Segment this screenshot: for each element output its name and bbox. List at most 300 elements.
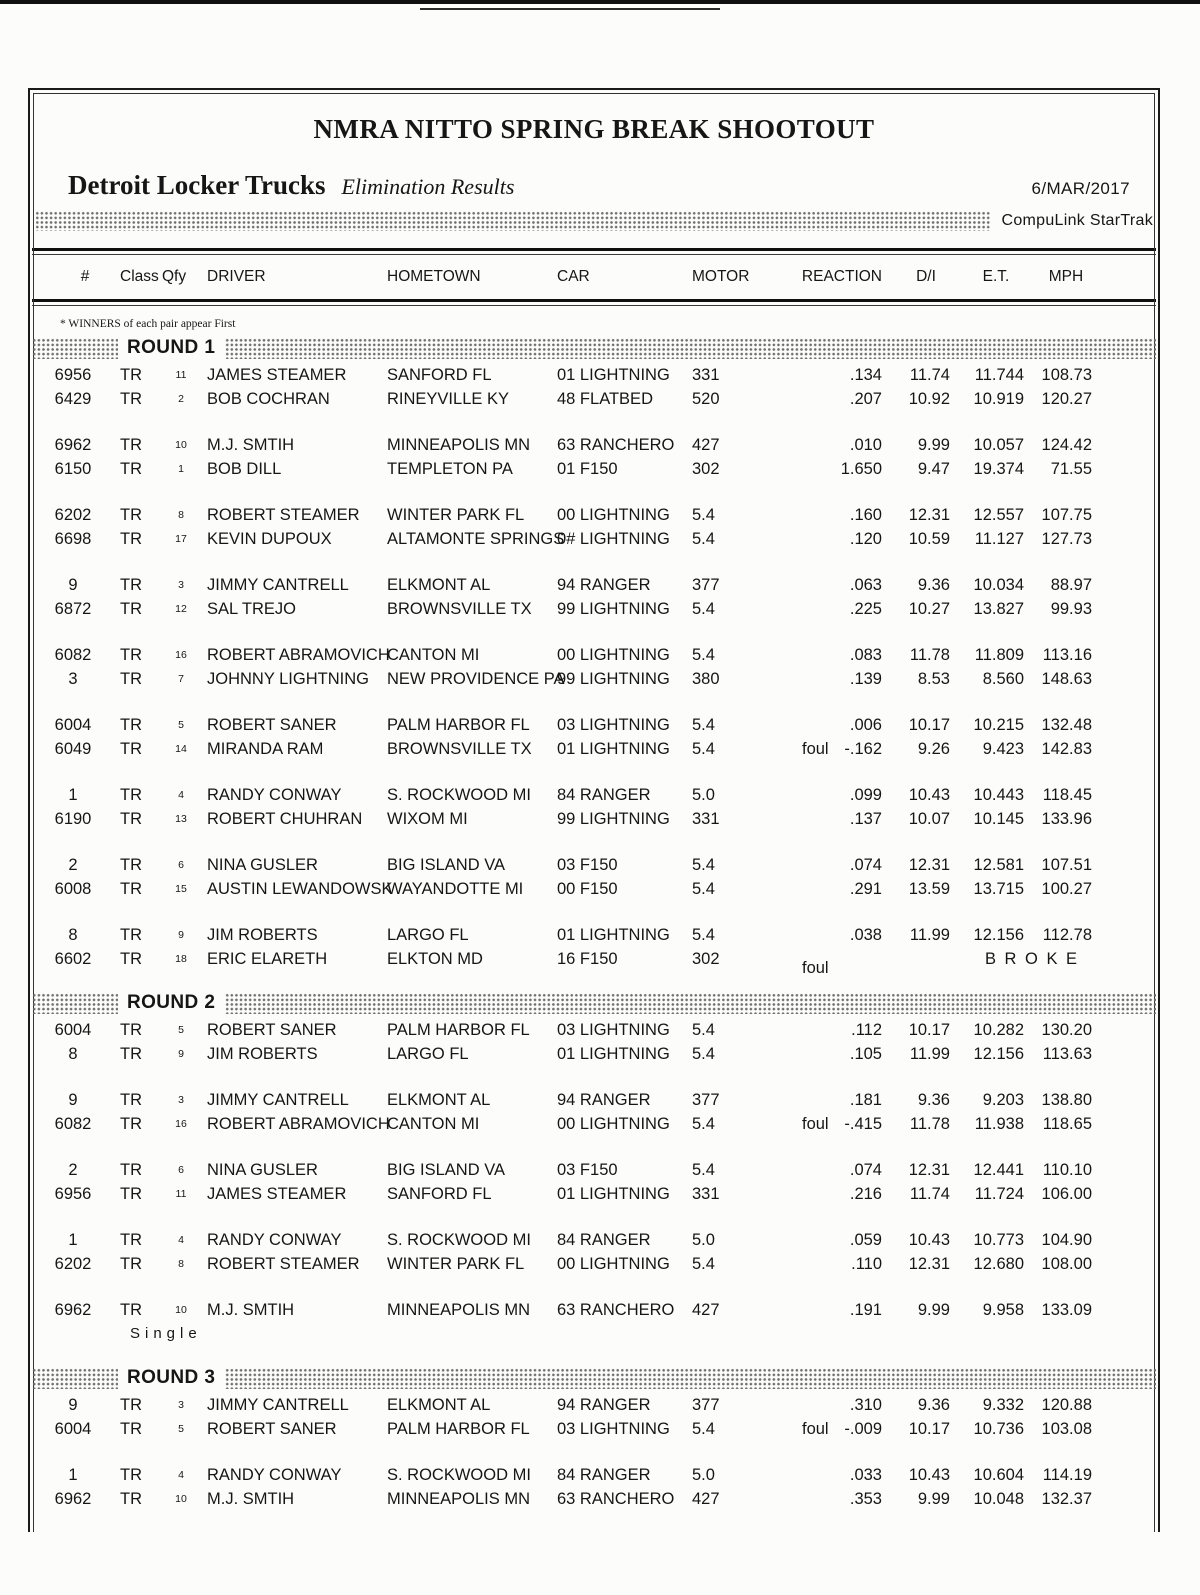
elapsed-time: 13.827 [973, 599, 1024, 618]
result-row [34, 1088, 1158, 1112]
pair-group [30, 503, 1158, 551]
car: 99 LIGHTNING [557, 599, 670, 618]
elapsed-time: 13.715 [973, 879, 1024, 898]
elapsed-time: 10.604 [973, 1465, 1024, 1484]
car: 01 LIGHTNING [557, 1184, 670, 1203]
dial-in: 12.31 [908, 1160, 950, 1179]
hometown: WINTER PARK FL [387, 505, 525, 524]
class-code: TR [120, 1395, 142, 1414]
motor: 380 [692, 669, 720, 688]
entry-number: 6004 [54, 1419, 92, 1438]
hometown: S. ROCKWOOD MI [387, 1230, 531, 1249]
column-header-driver: DRIVER [207, 268, 266, 285]
motor: 377 [692, 575, 720, 594]
pair-group [30, 1158, 1158, 1206]
car: 94 RANGER [557, 1090, 651, 1109]
dial-in: 11.99 [909, 1044, 950, 1063]
elapsed-time: 10.034 [973, 575, 1024, 594]
driver-name: ROBERT SANER [207, 715, 337, 734]
winners-note: * WINNERS of each pair appear First [60, 318, 236, 330]
speed-mph: 88.97 [1050, 575, 1092, 594]
driver-name: BOB DILL [207, 459, 282, 478]
result-row [34, 1182, 1158, 1206]
pair-group [30, 433, 1158, 481]
motor: 5.4 [692, 1160, 715, 1179]
speed-mph: 120.27 [1041, 389, 1092, 408]
hometown: BROWNSVILLE TX [387, 599, 532, 618]
round-band [32, 338, 1156, 359]
motor: 5.4 [692, 529, 715, 548]
round-label: ROUND 2 [118, 992, 224, 1014]
result-row [34, 527, 1158, 551]
driver-name: M.J. SMTIH [207, 435, 295, 454]
motor: 427 [692, 435, 720, 454]
entry-number: 6698 [54, 529, 92, 548]
dial-in: 10.43 [908, 1465, 950, 1484]
hometown: SANFORD FL [387, 1184, 492, 1203]
motor: 5.4 [692, 855, 715, 874]
hometown: S. ROCKWOOD MI [387, 785, 531, 804]
hometown: WAYANDOTTE MI [387, 879, 524, 898]
motor: 5.4 [692, 645, 715, 664]
report-subtitle: Elimination Results [341, 174, 515, 199]
qualify-position: 4 [178, 1469, 184, 1481]
qualify-position: 9 [178, 929, 184, 941]
car: 00 LIGHTNING [557, 505, 670, 524]
reaction-time: .006 [849, 715, 882, 734]
elapsed-time: 19.374 [973, 459, 1024, 478]
class-code: TR [120, 809, 142, 828]
dial-in: 10.17 [908, 1020, 950, 1039]
speed-mph: 100.27 [1041, 879, 1092, 898]
result-row [34, 1252, 1158, 1276]
driver-name: JAMES STEAMER [207, 1184, 347, 1203]
elapsed-time: 8.560 [982, 669, 1024, 688]
hometown: ELKMONT AL [387, 1090, 491, 1109]
elapsed-time: 11.127 [974, 529, 1024, 548]
entry-number: 6049 [54, 739, 92, 758]
result-row [34, 783, 1158, 807]
entry-number: 1 [68, 1465, 78, 1484]
car: 00 F150 [557, 879, 618, 898]
class-name: Detroit Locker Trucks [68, 170, 326, 200]
class-code: TR [120, 1020, 142, 1039]
speed-mph: 112.78 [1042, 925, 1092, 944]
class-code: TR [120, 1160, 142, 1179]
entry-number: 6008 [54, 879, 92, 898]
car: 84 RANGER [557, 1465, 651, 1484]
class-code: TR [120, 785, 142, 804]
driver-name: ROBERT CHUHRAN [207, 809, 363, 828]
page-frame [28, 88, 1160, 1532]
dial-in: 9.26 [917, 739, 950, 758]
qualify-position: 10 [175, 1304, 187, 1316]
qualify-position: 10 [175, 439, 187, 451]
class-code: TR [120, 1489, 142, 1508]
foul-flag: foul [802, 959, 829, 977]
hometown: PALM HARBOR FL [387, 715, 530, 734]
reaction-time: .010 [849, 435, 882, 454]
motor: 5.4 [692, 599, 715, 618]
round-label: ROUND 3 [118, 1367, 224, 1389]
qualify-position: 5 [178, 1024, 184, 1036]
hometown: ELKMONT AL [387, 1395, 491, 1414]
motor: 5.4 [692, 715, 715, 734]
result-row [34, 573, 1158, 597]
elapsed-time: 12.581 [973, 855, 1024, 874]
car: 84 RANGER [557, 785, 651, 804]
result-row [34, 597, 1158, 621]
entry-number: 6956 [54, 1184, 92, 1203]
qualify-position: 6 [178, 859, 184, 871]
dial-in: 12.31 [908, 855, 950, 874]
brand-row [35, 211, 1153, 231]
elapsed-time: 12.156 [973, 1044, 1024, 1063]
column-header-qfy: Qfy [162, 268, 187, 285]
column-header-row [34, 255, 1158, 299]
hometown: CANTON MI [387, 1114, 480, 1133]
hometown: WINTER PARK FL [387, 1254, 525, 1273]
result-row [34, 1112, 1158, 1136]
speed-mph: 110.10 [1042, 1160, 1092, 1179]
pair-group [30, 573, 1158, 621]
pair-group [30, 853, 1158, 901]
result-row [34, 877, 1158, 901]
speed-mph: 132.48 [1041, 715, 1092, 734]
entry-number: 6004 [54, 715, 92, 734]
hometown: PALM HARBOR FL [387, 1020, 530, 1039]
reaction-time: .120 [849, 529, 882, 548]
class-code: TR [120, 925, 142, 944]
driver-name: MIRANDA RAM [207, 739, 324, 758]
elapsed-time: 10.919 [973, 389, 1024, 408]
result-row [34, 1158, 1158, 1182]
column-header-di: D/I [916, 268, 936, 285]
class-code: TR [120, 389, 142, 408]
result-row [34, 737, 1158, 761]
hometown: BIG ISLAND VA [387, 855, 505, 874]
class-code: TR [120, 949, 142, 968]
entry-number: 8 [68, 1044, 78, 1063]
class-code: TR [120, 1114, 142, 1133]
hometown: ELKTON MD [387, 949, 483, 968]
qualify-position: 9 [178, 1048, 184, 1060]
reaction-time: .074 [849, 1160, 882, 1179]
hometown: TEMPLETON PA [387, 459, 513, 478]
entry-number: 6956 [54, 365, 92, 384]
elapsed-time: 10.282 [973, 1020, 1024, 1039]
qualify-position: 15 [175, 883, 187, 895]
motor: 5.4 [692, 925, 715, 944]
class-code: TR [120, 879, 142, 898]
motor: 302 [692, 459, 720, 478]
car: 94 RANGER [557, 575, 651, 594]
result-row [34, 1298, 1158, 1322]
reaction-time: .134 [849, 365, 882, 384]
dial-in: 10.17 [908, 715, 950, 734]
qualify-position: 3 [178, 1094, 184, 1106]
car: 63 RANCHERO [557, 1300, 675, 1319]
reaction-time: .105 [849, 1044, 882, 1063]
reaction-time: foul -.009 [802, 1419, 882, 1438]
speed-mph: 107.51 [1041, 855, 1092, 874]
motor: 5.0 [692, 785, 715, 804]
hometown: LARGO FL [387, 1044, 469, 1063]
driver-name: JIMMY CANTRELL [207, 1395, 349, 1414]
column-header-mph: MPH [1048, 268, 1084, 285]
car: 16 F150 [557, 949, 618, 968]
class-code: TR [120, 575, 142, 594]
qualify-position: 18 [175, 953, 187, 965]
reaction-time: .074 [849, 855, 882, 874]
class-code: TR [120, 1465, 142, 1484]
single-run-note: Single [130, 1325, 202, 1342]
entry-number: 6202 [54, 505, 92, 524]
pair-group [30, 713, 1158, 761]
motor: 331 [692, 1184, 720, 1203]
entry-number: 6872 [54, 599, 92, 618]
elapsed-time: 10.215 [973, 715, 1024, 734]
entry-number: 9 [68, 1395, 78, 1414]
car: 99 LIGHTNING [557, 809, 670, 828]
hometown: ELKMONT AL [387, 575, 491, 594]
driver-name: JIMMY CANTRELL [207, 575, 349, 594]
car: 03 F150 [557, 855, 618, 874]
result-row [34, 433, 1158, 457]
entry-number: 6190 [54, 809, 92, 828]
car: 01 LIGHTNING [557, 925, 670, 944]
dial-in: 9.99 [917, 435, 950, 454]
driver-name: JIM ROBERTS [207, 1044, 318, 1063]
car: 01 LIGHTNING [557, 365, 670, 384]
qualify-position: 2 [178, 393, 184, 405]
motor: 377 [692, 1090, 720, 1109]
result-row [34, 1393, 1158, 1417]
motor: 5.4 [692, 739, 715, 758]
driver-name: ROBERT ABRAMOVICH [207, 1114, 390, 1133]
motor: 5.4 [692, 879, 715, 898]
dial-in: 10.43 [908, 785, 950, 804]
entry-number: 6962 [54, 1489, 92, 1508]
result-row [34, 713, 1158, 737]
event-date: 6/MAR/2017 [1031, 179, 1130, 198]
speed-mph: 133.09 [1041, 1300, 1092, 1319]
qualify-position: 3 [178, 1399, 184, 1411]
result-row [34, 667, 1158, 691]
speed-mph: 142.83 [1041, 739, 1092, 758]
hometown: MINNEAPOLIS MN [387, 1300, 531, 1319]
reaction-time: .353 [849, 1489, 882, 1508]
hometown: SANFORD FL [387, 365, 492, 384]
entry-number: 1 [68, 1230, 78, 1249]
result-row [34, 923, 1158, 947]
dial-in: 11.78 [909, 1114, 950, 1133]
qualify-position: 7 [178, 673, 184, 685]
class-code: TR [120, 1254, 142, 1273]
entry-number: 2 [68, 1160, 78, 1179]
hometown: PALM HARBOR FL [387, 1419, 530, 1438]
entry-number: 3 [68, 669, 78, 688]
qualify-position: 14 [175, 743, 187, 755]
dial-in: 10.07 [908, 809, 950, 828]
result-row [34, 1487, 1158, 1511]
qualify-position: 4 [178, 1234, 184, 1246]
elapsed-time: 9.332 [982, 1395, 1024, 1414]
class-code: TR [120, 1090, 142, 1109]
car: 03 LIGHTNING [557, 715, 670, 734]
pair-group [30, 643, 1158, 691]
reaction-time: .059 [849, 1230, 882, 1249]
result-row [34, 1018, 1158, 1042]
round-label: ROUND 1 [118, 337, 224, 359]
class-code: TR [120, 1184, 142, 1203]
elapsed-time: 11.724 [974, 1184, 1024, 1203]
motor: 5.4 [692, 1419, 715, 1438]
elapsed-time: 11.809 [974, 645, 1024, 664]
hometown: CANTON MI [387, 645, 480, 664]
column-header-hometown: HOMETOWN [387, 268, 481, 285]
driver-name: RANDY CONWAY [207, 1465, 342, 1484]
broke-status: B R O K E [984, 949, 1080, 968]
class-code: TR [120, 669, 142, 688]
reaction-time: .110 [851, 1254, 882, 1273]
qualify-position: 16 [175, 1118, 187, 1130]
driver-name: JOHNNY LIGHTNING [207, 669, 369, 688]
dial-in: 13.59 [908, 879, 950, 898]
entry-number: 6004 [54, 1020, 92, 1039]
dial-in: 9.36 [917, 1090, 950, 1109]
qualify-position: 8 [178, 509, 184, 521]
class-code: TR [120, 855, 142, 874]
qualify-position: 11 [175, 369, 187, 381]
driver-name: RANDY CONWAY [207, 785, 342, 804]
elapsed-time: 12.441 [973, 1160, 1024, 1179]
speed-mph: 113.16 [1042, 645, 1092, 664]
reaction-time: .181 [849, 1090, 882, 1109]
qualify-position: 10 [175, 1493, 187, 1505]
dial-in: 9.47 [917, 459, 950, 478]
dial-in: 9.36 [917, 575, 950, 594]
dial-in: 11.74 [909, 365, 950, 384]
dial-in: 10.43 [908, 1230, 950, 1249]
motor: 331 [692, 809, 720, 828]
round-band [32, 993, 1156, 1014]
class-code: TR [120, 505, 142, 524]
driver-name: BOB COCHRAN [207, 389, 330, 408]
driver-name: SAL TREJO [207, 599, 296, 618]
speed-mph: 71.55 [1050, 459, 1092, 478]
car: 00 LIGHTNING [557, 1254, 670, 1273]
foul-flag: foul [802, 1114, 829, 1133]
result-row [34, 363, 1158, 387]
qualify-position: 8 [178, 1258, 184, 1270]
header-rule-bottom [32, 299, 1156, 306]
entry-number: 2 [68, 855, 78, 874]
qualify-position: 13 [175, 813, 187, 825]
qualify-position: 3 [178, 579, 184, 591]
speed-mph: 113.63 [1042, 1044, 1092, 1063]
car: 99 LIGHTNING [557, 669, 670, 688]
rounds-container [30, 338, 1158, 1511]
result-row [34, 457, 1158, 481]
motor: 5.4 [692, 1254, 715, 1273]
motor: 5.4 [692, 1114, 715, 1133]
motor: 427 [692, 1300, 720, 1319]
class-code: TR [120, 645, 142, 664]
reaction-time: foul -.162 [802, 739, 882, 758]
dial-in: 9.99 [917, 1489, 950, 1508]
hometown: RINEYVILLE KY [387, 389, 509, 408]
elapsed-time: 10.773 [973, 1230, 1024, 1249]
speed-mph: 138.80 [1041, 1090, 1092, 1109]
reaction-time: .291 [849, 879, 882, 898]
round-section [30, 336, 1158, 977]
motor: 5.4 [692, 505, 715, 524]
reaction-time: .225 [849, 599, 882, 618]
driver-name: ROBERT STEAMER [207, 1254, 360, 1273]
foul-flag: foul [802, 739, 829, 758]
result-row [34, 1228, 1158, 1252]
elapsed-time: 10.048 [973, 1489, 1024, 1508]
car: 63 RANCHERO [557, 1489, 675, 1508]
driver-name: ROBERT SANER [207, 1020, 337, 1039]
elapsed-time: 11.938 [974, 1114, 1024, 1133]
scan-edge-artifact [0, 0, 1200, 4]
hometown: WIXOM MI [387, 809, 468, 828]
dial-in: 11.99 [909, 925, 950, 944]
entry-number: 6429 [54, 389, 92, 408]
speed-mph: 133.96 [1041, 809, 1092, 828]
elapsed-time: 12.680 [973, 1254, 1024, 1273]
speed-mph: 108.00 [1041, 1254, 1092, 1273]
reaction-time: .063 [849, 575, 882, 594]
driver-name: NINA GUSLER [207, 1160, 318, 1179]
dial-in: 12.31 [908, 505, 950, 524]
motor: 5.4 [692, 1044, 715, 1063]
class-code: TR [120, 365, 142, 384]
elapsed-time: 11.744 [974, 365, 1024, 384]
entry-number: 6082 [54, 645, 92, 664]
class-code: TR [120, 599, 142, 618]
driver-name: JAMES STEAMER [207, 365, 347, 384]
column-header-class: Class [120, 268, 159, 285]
reaction-time: .099 [849, 785, 882, 804]
entry-number: 9 [68, 575, 78, 594]
entry-number: 1 [68, 785, 78, 804]
foul-flag: foul [802, 1419, 829, 1438]
result-row [34, 503, 1158, 527]
car: 01 LIGHTNING [557, 1044, 670, 1063]
motor: 5.0 [692, 1465, 715, 1484]
elapsed-time: 10.736 [973, 1419, 1024, 1438]
halftone-band [35, 211, 991, 231]
dial-in: 11.74 [909, 1184, 950, 1203]
entry-number: 6962 [54, 1300, 92, 1319]
hometown: NEW PROVIDENCE PA [387, 669, 565, 688]
column-header-et: E.T. [982, 268, 1010, 285]
speed-mph: 120.88 [1041, 1395, 1092, 1414]
car: 03 LIGHTNING [557, 1020, 670, 1039]
result-row [34, 807, 1158, 831]
class-code: TR [120, 1419, 142, 1438]
reaction-time: .160 [849, 505, 882, 524]
pair-group [30, 1228, 1158, 1276]
motor: 5.4 [692, 1020, 715, 1039]
pair-group [30, 363, 1158, 411]
pair-group [30, 1393, 1158, 1441]
speed-mph: 107.75 [1041, 505, 1092, 524]
entry-number: 8 [68, 925, 78, 944]
